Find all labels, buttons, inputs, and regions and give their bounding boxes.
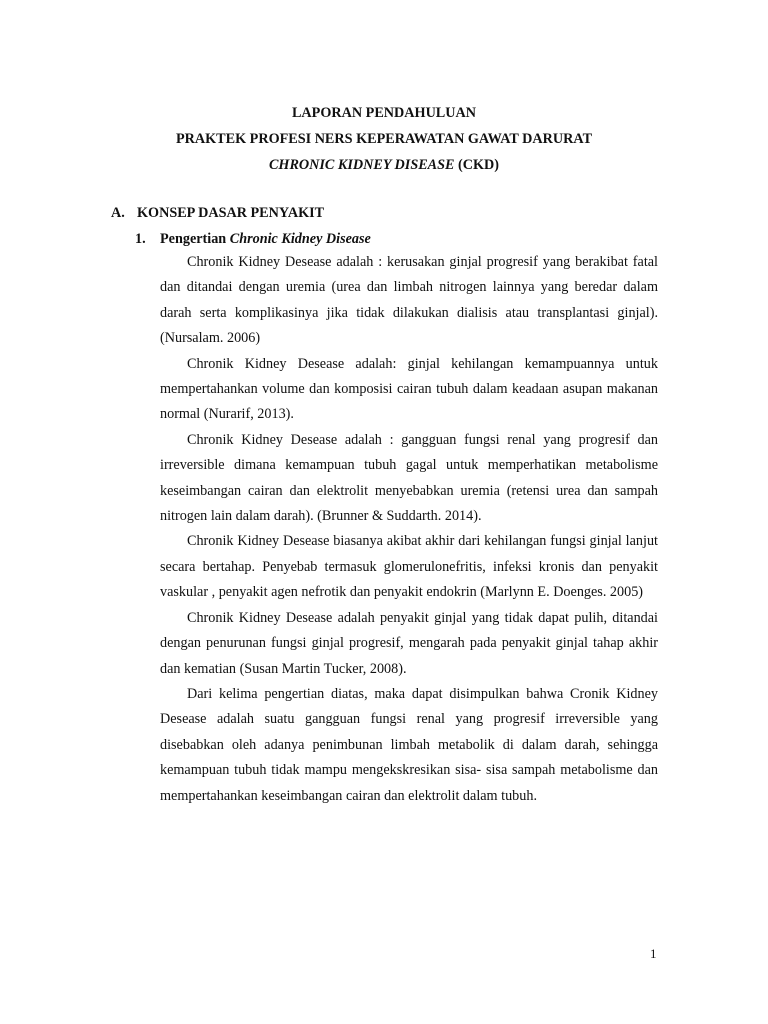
title-line-3-rest: (CKD) [454, 157, 500, 173]
subsection-heading [135, 228, 371, 250]
section-heading [111, 202, 324, 224]
paragraph: Chronik Kidney Desease adalah penyakit ginjal yang tidak dapat pulih, ditandai dengan penurunan fungsi ginjal progresif, mengarah pada penyakit ginjal tahap akhir dan kematian (Susan Martin Tucker, 2008). [160, 609, 658, 677]
subsection-number: 1. [135, 231, 146, 247]
subsection-label-italic: Chronic Kidney Disease [229, 231, 371, 247]
section-heading-text: KONSEP DASAR PENYAKIT [137, 205, 325, 221]
body-text [160, 250, 658, 809]
subsection-label: Pengertian [160, 231, 230, 247]
title-line-2: PRAKTEK PROFESI NERS KEPERAWATAN GAWAT DARURAT [175, 131, 593, 147]
paragraph: Chronik Kidney Desease adalah : gangguan fungsi renal yang progresif dan irreversible dimana kemampuan tubuh gagal untuk memperhatikan metabolisme keseimbangan cairan dan elektrolit menyebabkan uremia (retensi urea dan sampah nitrogen lain dalam darah). (Brunner & Suddarth. 2014). [160, 431, 658, 525]
section-letter: A. [111, 205, 125, 221]
paragraph: Chronik Kidney Desease biasanya akibat akhir dari kehilangan fungsi ginjal lanjut secara bertahap. Penyebab termasuk glomerulonefritis, infeksi kronis dan penyakit vaskular , penyakit agen nefrotik dan penyakit endokrin (Marlynn E. Doenges. 2005) [160, 533, 658, 601]
paragraph: Dari kelima pengertian diatas, maka dapat disimpulkan bahwa Cronik Kidney Desease adalah suatu gangguan fungsi renal yang progresif irreversible yang disebabkan oleh adanya penimbunan limbah metabolik di dalam darah, sehingga kemampuan tubuh tidak mampu mengekskresikan sisa- sisa sampah metabolisme dan mempertahankan keseimbangan cairan dan elektrolit dalam tubuh. [160, 685, 658, 804]
page-number: 1 [650, 946, 657, 961]
document-title [0, 100, 768, 178]
paragraph: Chronik Kidney Desease adalah: ginjal kehilangan kemampuannya untuk mempertahankan volume dan komposisi cairan tubuh dalam keadaan asupan makanan normal (Nurarif, 2013). [160, 355, 658, 423]
title-line-3-italic: CHRONIC KIDNEY DISEASE [268, 157, 455, 173]
title-line-3 [0, 152, 768, 178]
title-line-1: LAPORAN PENDAHULUAN [291, 105, 477, 121]
paragraph: Chronik Kidney Desease adalah : kerusakan ginjal progresif yang berakibat fatal dan ditandai dengan uremia (urea dan limbah nitrogen lainnya yang beredar dalam darah serta komplikasinya jika tidak dilakukan dialisis atau transplantasi ginjal). (Nursalam. 2006) [160, 254, 658, 347]
